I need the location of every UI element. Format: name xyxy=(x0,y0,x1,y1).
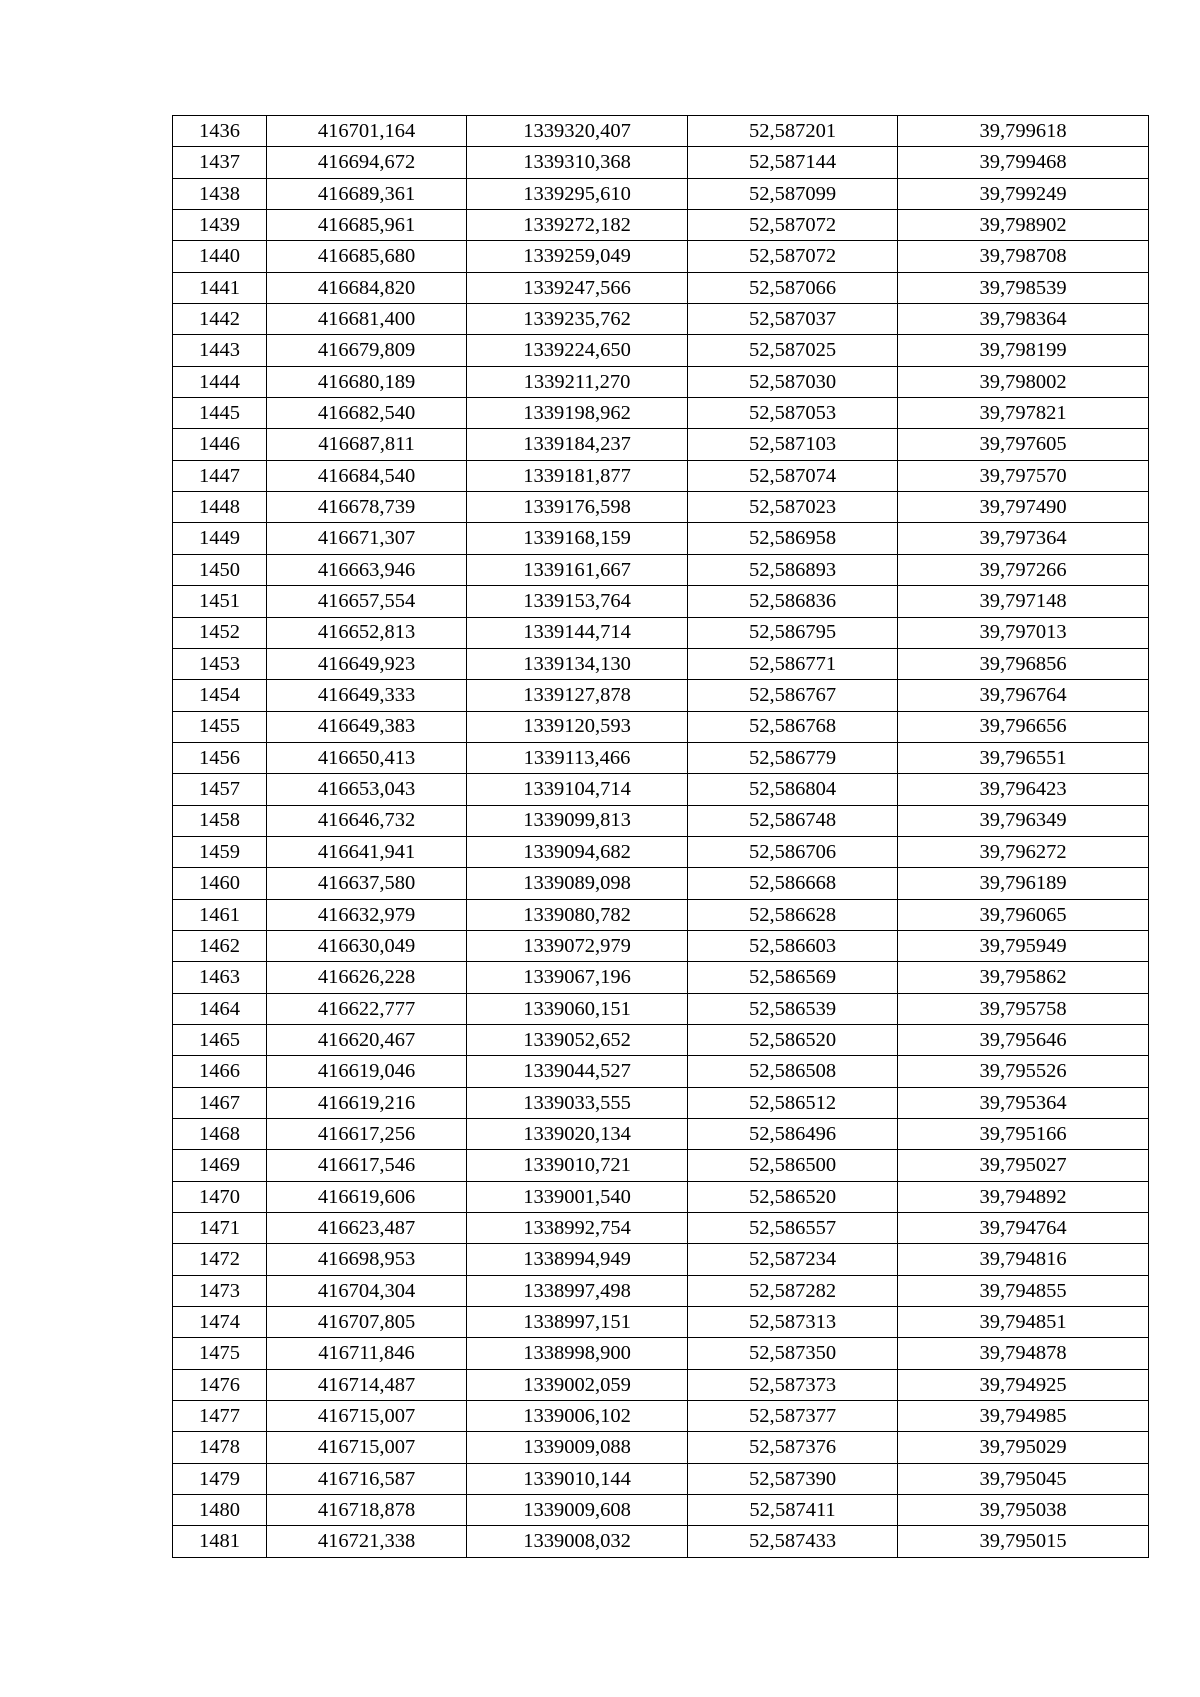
point-number-cell: 1464 xyxy=(173,993,267,1024)
longitude-cell: 39,799618 xyxy=(898,116,1149,147)
x-coordinate-cell: 416623,487 xyxy=(267,1213,467,1244)
y-coordinate-cell: 1339181,877 xyxy=(467,460,688,491)
y-coordinate-cell: 1339020,134 xyxy=(467,1119,688,1150)
x-coordinate-cell: 416653,043 xyxy=(267,774,467,805)
longitude-cell: 39,794851 xyxy=(898,1307,1149,1338)
point-number-cell: 1457 xyxy=(173,774,267,805)
x-coordinate-cell: 416619,606 xyxy=(267,1181,467,1212)
table-row xyxy=(173,1150,1149,1181)
latitude-cell: 52,586893 xyxy=(688,554,898,585)
table-row xyxy=(173,1401,1149,1432)
y-coordinate-cell: 1339002,059 xyxy=(467,1369,688,1400)
latitude-cell: 52,587023 xyxy=(688,492,898,523)
table-row xyxy=(173,398,1149,429)
y-coordinate-cell: 1339009,088 xyxy=(467,1432,688,1463)
point-number-cell: 1437 xyxy=(173,147,267,178)
x-coordinate-cell: 416680,189 xyxy=(267,366,467,397)
latitude-cell: 52,586628 xyxy=(688,899,898,930)
y-coordinate-cell: 1339060,151 xyxy=(467,993,688,1024)
x-coordinate-cell: 416718,878 xyxy=(267,1495,467,1526)
y-coordinate-cell: 1339198,962 xyxy=(467,398,688,429)
longitude-cell: 39,795646 xyxy=(898,1024,1149,1055)
x-coordinate-cell: 416619,216 xyxy=(267,1087,467,1118)
x-coordinate-cell: 416649,923 xyxy=(267,648,467,679)
latitude-cell: 52,586500 xyxy=(688,1150,898,1181)
table-row xyxy=(173,1181,1149,1212)
x-coordinate-cell: 416714,487 xyxy=(267,1369,467,1400)
y-coordinate-cell: 1339320,407 xyxy=(467,116,688,147)
longitude-cell: 39,797570 xyxy=(898,460,1149,491)
latitude-cell: 52,587072 xyxy=(688,210,898,241)
x-coordinate-cell: 416649,333 xyxy=(267,680,467,711)
longitude-cell: 39,796764 xyxy=(898,680,1149,711)
x-coordinate-cell: 416630,049 xyxy=(267,930,467,961)
x-coordinate-cell: 416641,941 xyxy=(267,836,467,867)
latitude-cell: 52,587376 xyxy=(688,1432,898,1463)
longitude-cell: 39,794925 xyxy=(898,1369,1149,1400)
x-coordinate-cell: 416701,164 xyxy=(267,116,467,147)
point-number-cell: 1462 xyxy=(173,930,267,961)
point-number-cell: 1440 xyxy=(173,241,267,272)
table-row xyxy=(173,178,1149,209)
longitude-cell: 39,797821 xyxy=(898,398,1149,429)
y-coordinate-cell: 1339211,270 xyxy=(467,366,688,397)
latitude-cell: 52,586836 xyxy=(688,586,898,617)
latitude-cell: 52,587103 xyxy=(688,429,898,460)
x-coordinate-cell: 416622,777 xyxy=(267,993,467,1024)
latitude-cell: 52,587074 xyxy=(688,460,898,491)
latitude-cell: 52,586804 xyxy=(688,774,898,805)
longitude-cell: 39,795038 xyxy=(898,1495,1149,1526)
point-number-cell: 1442 xyxy=(173,304,267,335)
y-coordinate-cell: 1339295,610 xyxy=(467,178,688,209)
table-row xyxy=(173,805,1149,836)
x-coordinate-cell: 416619,046 xyxy=(267,1056,467,1087)
x-coordinate-cell: 416678,739 xyxy=(267,492,467,523)
longitude-cell: 39,797148 xyxy=(898,586,1149,617)
x-coordinate-cell: 416681,400 xyxy=(267,304,467,335)
latitude-cell: 52,586603 xyxy=(688,930,898,961)
x-coordinate-cell: 416721,338 xyxy=(267,1526,467,1557)
table-row xyxy=(173,523,1149,554)
longitude-cell: 39,798902 xyxy=(898,210,1149,241)
longitude-cell: 39,796349 xyxy=(898,805,1149,836)
latitude-cell: 52,586557 xyxy=(688,1213,898,1244)
latitude-cell: 52,587144 xyxy=(688,147,898,178)
table-row xyxy=(173,868,1149,899)
y-coordinate-cell: 1338994,949 xyxy=(467,1244,688,1275)
x-coordinate-cell: 416657,554 xyxy=(267,586,467,617)
point-number-cell: 1467 xyxy=(173,1087,267,1118)
latitude-cell: 52,587373 xyxy=(688,1369,898,1400)
y-coordinate-cell: 1339089,098 xyxy=(467,868,688,899)
point-number-cell: 1436 xyxy=(173,116,267,147)
table-row xyxy=(173,1119,1149,1150)
longitude-cell: 39,795364 xyxy=(898,1087,1149,1118)
longitude-cell: 39,797266 xyxy=(898,554,1149,585)
longitude-cell: 39,797605 xyxy=(898,429,1149,460)
x-coordinate-cell: 416649,383 xyxy=(267,711,467,742)
y-coordinate-cell: 1339099,813 xyxy=(467,805,688,836)
table-row xyxy=(173,680,1149,711)
y-coordinate-cell: 1339120,593 xyxy=(467,711,688,742)
point-number-cell: 1451 xyxy=(173,586,267,617)
longitude-cell: 39,795526 xyxy=(898,1056,1149,1087)
latitude-cell: 52,586496 xyxy=(688,1119,898,1150)
y-coordinate-cell: 1338992,754 xyxy=(467,1213,688,1244)
coordinates-table xyxy=(172,115,1149,1558)
table-row xyxy=(173,648,1149,679)
point-number-cell: 1472 xyxy=(173,1244,267,1275)
latitude-cell: 52,587030 xyxy=(688,366,898,397)
y-coordinate-cell: 1339134,130 xyxy=(467,648,688,679)
x-coordinate-cell: 416687,811 xyxy=(267,429,467,460)
point-number-cell: 1480 xyxy=(173,1495,267,1526)
table-row xyxy=(173,492,1149,523)
point-number-cell: 1438 xyxy=(173,178,267,209)
y-coordinate-cell: 1339009,608 xyxy=(467,1495,688,1526)
y-coordinate-cell: 1339153,764 xyxy=(467,586,688,617)
x-coordinate-cell: 416671,307 xyxy=(267,523,467,554)
table-row xyxy=(173,899,1149,930)
longitude-cell: 39,798002 xyxy=(898,366,1149,397)
longitude-cell: 39,797364 xyxy=(898,523,1149,554)
table-row xyxy=(173,1056,1149,1087)
y-coordinate-cell: 1339008,032 xyxy=(467,1526,688,1557)
x-coordinate-cell: 416685,961 xyxy=(267,210,467,241)
latitude-cell: 52,586520 xyxy=(688,1181,898,1212)
y-coordinate-cell: 1339010,144 xyxy=(467,1463,688,1494)
table-row xyxy=(173,742,1149,773)
x-coordinate-cell: 416617,546 xyxy=(267,1150,467,1181)
longitude-cell: 39,795045 xyxy=(898,1463,1149,1494)
table-row xyxy=(173,1432,1149,1463)
x-coordinate-cell: 416715,007 xyxy=(267,1432,467,1463)
point-number-cell: 1456 xyxy=(173,742,267,773)
table-row xyxy=(173,836,1149,867)
x-coordinate-cell: 416632,979 xyxy=(267,899,467,930)
y-coordinate-cell: 1339259,049 xyxy=(467,241,688,272)
x-coordinate-cell: 416652,813 xyxy=(267,617,467,648)
table-row xyxy=(173,1244,1149,1275)
latitude-cell: 52,586706 xyxy=(688,836,898,867)
x-coordinate-cell: 416650,413 xyxy=(267,742,467,773)
latitude-cell: 52,587201 xyxy=(688,116,898,147)
longitude-cell: 39,795758 xyxy=(898,993,1149,1024)
latitude-cell: 52,586668 xyxy=(688,868,898,899)
point-number-cell: 1465 xyxy=(173,1024,267,1055)
point-number-cell: 1447 xyxy=(173,460,267,491)
x-coordinate-cell: 416682,540 xyxy=(267,398,467,429)
table-row xyxy=(173,1526,1149,1557)
y-coordinate-cell: 1339310,368 xyxy=(467,147,688,178)
longitude-cell: 39,794892 xyxy=(898,1181,1149,1212)
latitude-cell: 52,587234 xyxy=(688,1244,898,1275)
table-row xyxy=(173,116,1149,147)
latitude-cell: 52,586767 xyxy=(688,680,898,711)
latitude-cell: 52,587350 xyxy=(688,1338,898,1369)
y-coordinate-cell: 1339044,527 xyxy=(467,1056,688,1087)
point-number-cell: 1446 xyxy=(173,429,267,460)
x-coordinate-cell: 416679,809 xyxy=(267,335,467,366)
x-coordinate-cell: 416689,361 xyxy=(267,178,467,209)
longitude-cell: 39,796065 xyxy=(898,899,1149,930)
point-number-cell: 1455 xyxy=(173,711,267,742)
table-row xyxy=(173,1495,1149,1526)
y-coordinate-cell: 1339272,182 xyxy=(467,210,688,241)
latitude-cell: 52,586771 xyxy=(688,648,898,679)
point-number-cell: 1459 xyxy=(173,836,267,867)
point-number-cell: 1444 xyxy=(173,366,267,397)
longitude-cell: 39,799468 xyxy=(898,147,1149,178)
longitude-cell: 39,796656 xyxy=(898,711,1149,742)
longitude-cell: 39,799249 xyxy=(898,178,1149,209)
table-row xyxy=(173,1307,1149,1338)
point-number-cell: 1461 xyxy=(173,899,267,930)
latitude-cell: 52,587411 xyxy=(688,1495,898,1526)
table-row xyxy=(173,366,1149,397)
x-coordinate-cell: 416684,820 xyxy=(267,272,467,303)
point-number-cell: 1476 xyxy=(173,1369,267,1400)
latitude-cell: 52,587433 xyxy=(688,1526,898,1557)
table-row xyxy=(173,586,1149,617)
y-coordinate-cell: 1339033,555 xyxy=(467,1087,688,1118)
point-number-cell: 1479 xyxy=(173,1463,267,1494)
table-row xyxy=(173,1024,1149,1055)
y-coordinate-cell: 1339094,682 xyxy=(467,836,688,867)
latitude-cell: 52,587025 xyxy=(688,335,898,366)
point-number-cell: 1468 xyxy=(173,1119,267,1150)
longitude-cell: 39,797490 xyxy=(898,492,1149,523)
point-number-cell: 1469 xyxy=(173,1150,267,1181)
y-coordinate-cell: 1339127,878 xyxy=(467,680,688,711)
point-number-cell: 1481 xyxy=(173,1526,267,1557)
table-row xyxy=(173,617,1149,648)
latitude-cell: 52,586768 xyxy=(688,711,898,742)
x-coordinate-cell: 416698,953 xyxy=(267,1244,467,1275)
point-number-cell: 1449 xyxy=(173,523,267,554)
y-coordinate-cell: 1338997,151 xyxy=(467,1307,688,1338)
latitude-cell: 52,586512 xyxy=(688,1087,898,1118)
x-coordinate-cell: 416685,680 xyxy=(267,241,467,272)
table-row xyxy=(173,1213,1149,1244)
latitude-cell: 52,587066 xyxy=(688,272,898,303)
y-coordinate-cell: 1339080,782 xyxy=(467,899,688,930)
longitude-cell: 39,794878 xyxy=(898,1338,1149,1369)
x-coordinate-cell: 416663,946 xyxy=(267,554,467,585)
y-coordinate-cell: 1339113,466 xyxy=(467,742,688,773)
latitude-cell: 52,586520 xyxy=(688,1024,898,1055)
latitude-cell: 52,587313 xyxy=(688,1307,898,1338)
point-number-cell: 1474 xyxy=(173,1307,267,1338)
y-coordinate-cell: 1339144,714 xyxy=(467,617,688,648)
longitude-cell: 39,798199 xyxy=(898,335,1149,366)
y-coordinate-cell: 1339001,540 xyxy=(467,1181,688,1212)
longitude-cell: 39,795949 xyxy=(898,930,1149,961)
point-number-cell: 1452 xyxy=(173,617,267,648)
table-row xyxy=(173,241,1149,272)
x-coordinate-cell: 416637,580 xyxy=(267,868,467,899)
point-number-cell: 1473 xyxy=(173,1275,267,1306)
y-coordinate-cell: 1339010,721 xyxy=(467,1150,688,1181)
longitude-cell: 39,795015 xyxy=(898,1526,1149,1557)
longitude-cell: 39,794816 xyxy=(898,1244,1149,1275)
y-coordinate-cell: 1339247,566 xyxy=(467,272,688,303)
y-coordinate-cell: 1339224,650 xyxy=(467,335,688,366)
x-coordinate-cell: 416646,732 xyxy=(267,805,467,836)
y-coordinate-cell: 1339161,667 xyxy=(467,554,688,585)
table-row xyxy=(173,993,1149,1024)
point-number-cell: 1445 xyxy=(173,398,267,429)
latitude-cell: 52,587072 xyxy=(688,241,898,272)
latitude-cell: 52,586508 xyxy=(688,1056,898,1087)
table-row xyxy=(173,962,1149,993)
y-coordinate-cell: 1338998,900 xyxy=(467,1338,688,1369)
longitude-cell: 39,798708 xyxy=(898,241,1149,272)
x-coordinate-cell: 416715,007 xyxy=(267,1401,467,1432)
table-row xyxy=(173,554,1149,585)
table-row xyxy=(173,1087,1149,1118)
longitude-cell: 39,797013 xyxy=(898,617,1149,648)
y-coordinate-cell: 1339184,237 xyxy=(467,429,688,460)
x-coordinate-cell: 416711,846 xyxy=(267,1338,467,1369)
longitude-cell: 39,795027 xyxy=(898,1150,1149,1181)
point-number-cell: 1448 xyxy=(173,492,267,523)
point-number-cell: 1466 xyxy=(173,1056,267,1087)
table-row xyxy=(173,1275,1149,1306)
table-row xyxy=(173,272,1149,303)
y-coordinate-cell: 1339052,652 xyxy=(467,1024,688,1055)
longitude-cell: 39,796423 xyxy=(898,774,1149,805)
latitude-cell: 52,587377 xyxy=(688,1401,898,1432)
point-number-cell: 1439 xyxy=(173,210,267,241)
latitude-cell: 52,586748 xyxy=(688,805,898,836)
x-coordinate-cell: 416707,805 xyxy=(267,1307,467,1338)
table-row xyxy=(173,930,1149,961)
longitude-cell: 39,794855 xyxy=(898,1275,1149,1306)
x-coordinate-cell: 416716,587 xyxy=(267,1463,467,1494)
x-coordinate-cell: 416626,228 xyxy=(267,962,467,993)
point-number-cell: 1477 xyxy=(173,1401,267,1432)
x-coordinate-cell: 416684,540 xyxy=(267,460,467,491)
longitude-cell: 39,794764 xyxy=(898,1213,1149,1244)
longitude-cell: 39,796189 xyxy=(898,868,1149,899)
y-coordinate-cell: 1339067,196 xyxy=(467,962,688,993)
point-number-cell: 1470 xyxy=(173,1181,267,1212)
point-number-cell: 1475 xyxy=(173,1338,267,1369)
point-number-cell: 1450 xyxy=(173,554,267,585)
point-number-cell: 1453 xyxy=(173,648,267,679)
x-coordinate-cell: 416617,256 xyxy=(267,1119,467,1150)
coordinates-table-body xyxy=(173,116,1149,1558)
y-coordinate-cell: 1339006,102 xyxy=(467,1401,688,1432)
table-row xyxy=(173,429,1149,460)
table-row xyxy=(173,210,1149,241)
x-coordinate-cell: 416694,672 xyxy=(267,147,467,178)
latitude-cell: 52,587390 xyxy=(688,1463,898,1494)
y-coordinate-cell: 1339176,598 xyxy=(467,492,688,523)
y-coordinate-cell: 1339168,159 xyxy=(467,523,688,554)
table-row xyxy=(173,1369,1149,1400)
point-number-cell: 1460 xyxy=(173,868,267,899)
longitude-cell: 39,798539 xyxy=(898,272,1149,303)
table-row xyxy=(173,1338,1149,1369)
longitude-cell: 39,795166 xyxy=(898,1119,1149,1150)
point-number-cell: 1471 xyxy=(173,1213,267,1244)
latitude-cell: 52,587053 xyxy=(688,398,898,429)
table-row xyxy=(173,304,1149,335)
table-row xyxy=(173,147,1149,178)
longitude-cell: 39,796272 xyxy=(898,836,1149,867)
point-number-cell: 1463 xyxy=(173,962,267,993)
latitude-cell: 52,586795 xyxy=(688,617,898,648)
latitude-cell: 52,586779 xyxy=(688,742,898,773)
point-number-cell: 1454 xyxy=(173,680,267,711)
point-number-cell: 1458 xyxy=(173,805,267,836)
longitude-cell: 39,794985 xyxy=(898,1401,1149,1432)
latitude-cell: 52,586539 xyxy=(688,993,898,1024)
table-row xyxy=(173,711,1149,742)
x-coordinate-cell: 416620,467 xyxy=(267,1024,467,1055)
longitude-cell: 39,795862 xyxy=(898,962,1149,993)
longitude-cell: 39,796551 xyxy=(898,742,1149,773)
y-coordinate-cell: 1339104,714 xyxy=(467,774,688,805)
longitude-cell: 39,798364 xyxy=(898,304,1149,335)
table-row xyxy=(173,460,1149,491)
x-coordinate-cell: 416704,304 xyxy=(267,1275,467,1306)
longitude-cell: 39,795029 xyxy=(898,1432,1149,1463)
table-row xyxy=(173,335,1149,366)
point-number-cell: 1478 xyxy=(173,1432,267,1463)
latitude-cell: 52,587099 xyxy=(688,178,898,209)
latitude-cell: 52,586958 xyxy=(688,523,898,554)
latitude-cell: 52,586569 xyxy=(688,962,898,993)
table-row xyxy=(173,1463,1149,1494)
table-row xyxy=(173,774,1149,805)
y-coordinate-cell: 1339235,762 xyxy=(467,304,688,335)
point-number-cell: 1443 xyxy=(173,335,267,366)
latitude-cell: 52,587282 xyxy=(688,1275,898,1306)
y-coordinate-cell: 1338997,498 xyxy=(467,1275,688,1306)
latitude-cell: 52,587037 xyxy=(688,304,898,335)
y-coordinate-cell: 1339072,979 xyxy=(467,930,688,961)
point-number-cell: 1441 xyxy=(173,272,267,303)
longitude-cell: 39,796856 xyxy=(898,648,1149,679)
